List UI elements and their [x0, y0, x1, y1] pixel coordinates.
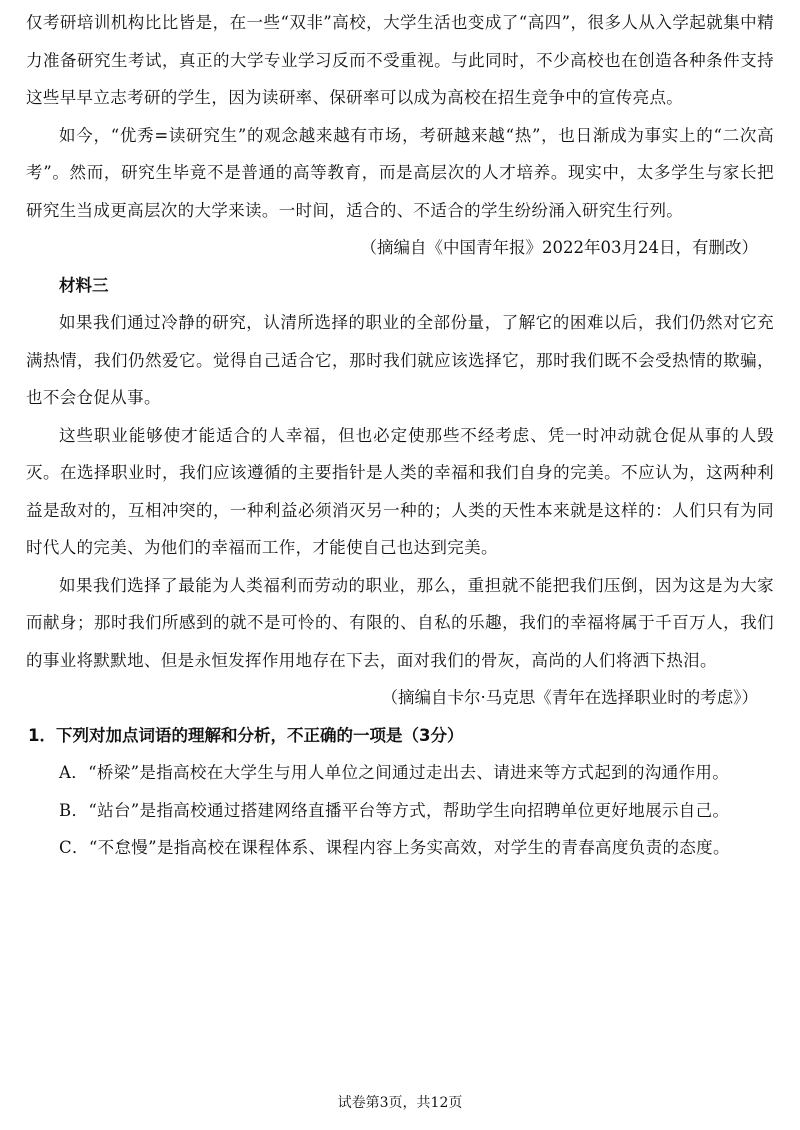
page-footer: 试卷第3页，共12页	[337, 1095, 463, 1111]
paragraph-postgraduate-trend: 如今，“优秀=读研究生”的观念越来越有市场，考研越来越“热”，也日渐成为事实上的“二次高考”。然而，研究生毕竟不是普通的高等教育，而是高层次的人才培养。现实中，太多学生与家长把研究生当成更高层次的大学来读。一时间，适合的、不适合的学生纷纷涌入研究生行列。	[26, 125, 774, 220]
paragraph-continuation: 仅考研培训机构比比皆是，在一些“双非”高校，大学生活也变成了“高四”，很多人从入学起就集中精力准备研究生考试，真正的大学专业学习反而不受重视。与此同时，不少高校也在创造各种条件支持这些早早立志考研的学生，因为读研率、保研率可以成为高校在招生竞争中的宣传亮点。	[26, 13, 774, 107]
question-1-option-c: C．“不怠慢”是指高校在课程体系、课程内容上务实高效，对学生的青春高度负责的态度。	[59, 838, 730, 857]
material-three-heading: 材料三	[59, 275, 109, 295]
material-three-paragraph-2: 这些职业能够使才能适合的人幸福，但也必定使那些不经考虑、凭一时冲动就仓促从事的人毁灭。在选择职业时，我们应该遵循的主要指针是人类的幸福和我们自身的完美。不应认为，这两种利益是敌对的，互相冲突的，一种利益必须消灭另一种的；人类的天性本来就是这样的：人们只有为同时代人的完美、为他们的幸福而工作，才能使自己也达到完美。	[26, 425, 774, 557]
question-1-option-a: A．“桥梁”是指高校在大学生与用人单位之间通过走出去、请进来等方式起到的沟通作用。	[59, 763, 730, 782]
material-three-paragraph-3: 如果我们选择了最能为人类福利而劳动的职业，那么，重担就不能把我们压倒，因为这是为大家而献身；那时我们所感到的就不是可怜的、有限的、自私的乐趣，我们的幸福将属于千百万人，我们的事业将默默地、但是永恒发挥作用地存在下去，面对我们的骨灰，高尚的人们将洒下热泪。	[26, 575, 774, 670]
question-1-option-b: B．“站台”是指高校通过搭建网络直播平台等方式，帮助学生向招聘单位更好地展示自己。	[59, 800, 730, 820]
question-1-stem: 1．下列对加点词语的理解和分析，不正确的一项是（3分）	[28, 725, 464, 745]
material-three-paragraph-1: 如果我们通过冷静的研究，认清所选择的职业的全部份量，了解它的困难以后，我们仍然对它充满热情，我们仍然爱它。觉得自己适合它，那时我们就应该选择它，那时我们既不会受热情的欺骗，也不会仓促从事。	[26, 313, 774, 407]
source-citation-material-two: （摘编自《中国青年报》2022年03月24日，有删改）	[360, 238, 758, 257]
source-citation-material-three: （摘编自卡尔·马克思《青年在选择职业时的考虑》）	[381, 688, 758, 707]
